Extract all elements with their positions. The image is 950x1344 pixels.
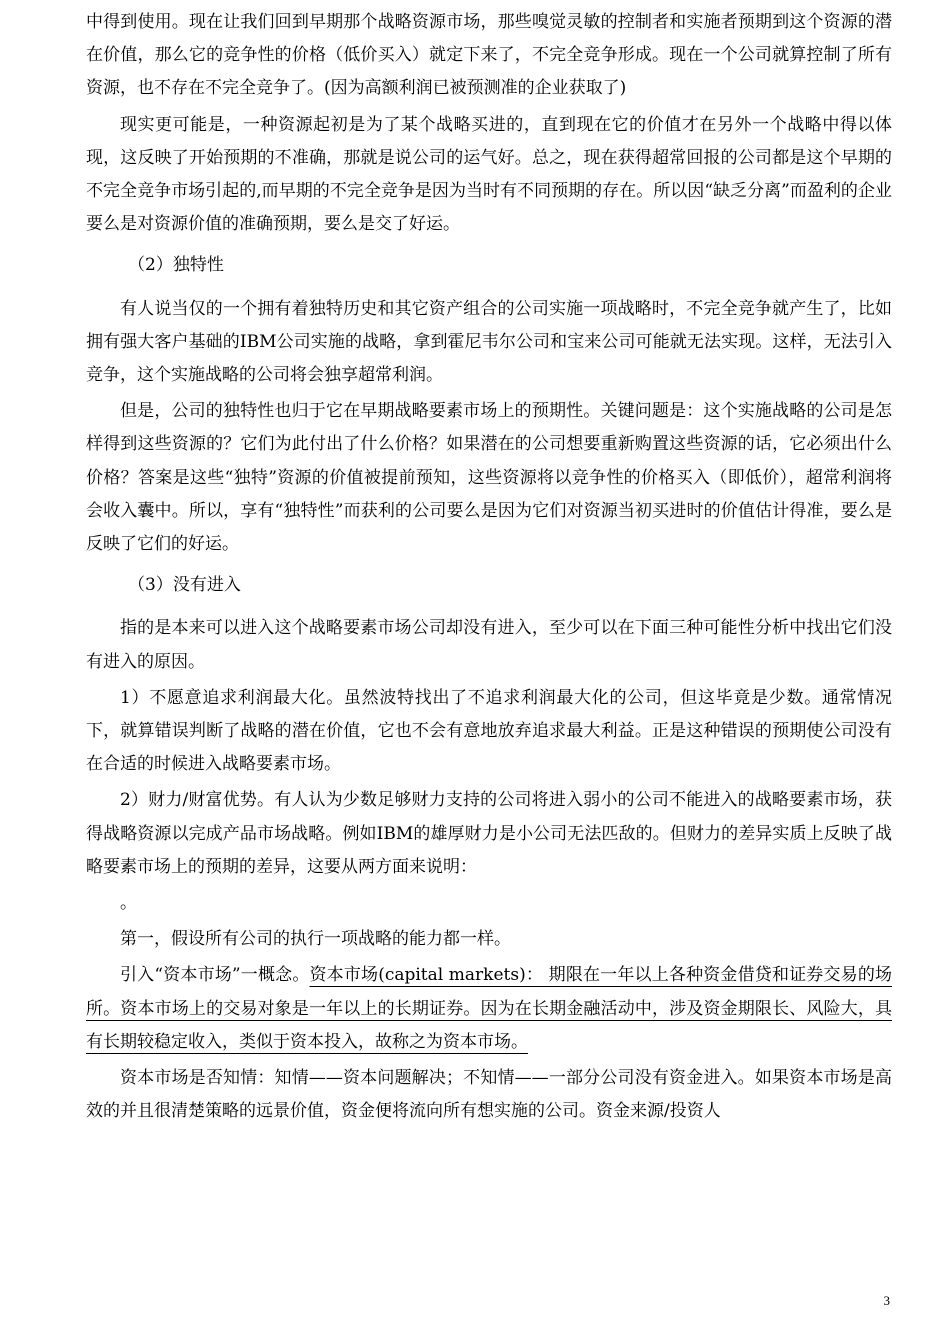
- paragraph-point-2: 2）财力/财富优势。有人认为少数足够财力支持的公司将进入弱小的公司不能进入的战略要素市场，获得战略资源以完成产品市场战略。例如IBM的雄厚财力是小公司无法匹敌的。但财力的差异实质上反映了战略要素市场上的预期的差异，这要从两方面来说明：: [86, 790, 892, 877]
- paragraph: 指的是本来可以进入这个战略要素市场公司却没有进入，至少可以在下面三种可能性分析中找出它们没有进入的原因。: [86, 618, 892, 672]
- capital-market-lead: 引入“资本市场”一概念。: [120, 965, 310, 986]
- paragraph-first-assumption: 第一，假设所有公司的执行一项战略的能力都一样。: [120, 929, 511, 950]
- paragraph-last: 资本市场是否知情：知情——资本问题解决；不知情——一部分公司没有资金进入。如果资本市场是高效的并且很清楚策略的远景价值，资金便将流向所有想实施的公司。资金来源/投资人: [86, 1068, 892, 1122]
- paragraph: 但是，公司的独特性也归于它在早期战略要素市场上的预期性。关键问题是：这个实施战略的公司是怎样得到这些资源的？它们为此付出了什么价格？如果潜在的公司想要重新购置这些资源的话，它必须出什么价格？答案是这些“独特”资源的价值被提前预知，这些资源将以竞争性的价格买入（即低价），超常利润将会收入囊中。所以，享有“独特性”而获利的公司要么是因为它们对资源当初买进时的价值估计得准，要么是反映了它们的好运。: [86, 401, 892, 555]
- page-number: 3: [883, 1293, 890, 1308]
- paragraph-point-1: 1）不愿意追求利润最大化。虽然波特找出了不追求利润最大化的公司，但这毕竟是少数。通常情况下，就算错误判断了战略的潜在价值，它也不会有意地放弃追求最大利益。正是这种错误的预期使公司没有在合适的时候进入战略要素市场。: [86, 687, 892, 775]
- paragraph: 有人说当仅的一个拥有着独特历史和其它资产组合的公司实施一项战略时，不完全竞争就产生了，比如拥有强大客户基础的IBM公司实施的战略，拿到霍尼韦尔公司和宝来公司可能就无法实现。这样，无法引入竞争，这个实施战略的公司将会独享超常利润。: [86, 298, 892, 386]
- section-heading-uniqueness: （2）独特性: [128, 255, 224, 276]
- section-heading-no-entry: （3）没有进入: [128, 575, 241, 596]
- capital-market-definition: 资本市场(capital markets)： 期限在一年以上各种资金借贷和证券交易的场所。资本市场上的交易对象是一年以上的长期证券。因为在长期金融活动中，涉及资金期限长、风险大，具有长期较稳定收入，类似于资本投入，故称之为资本市场。: [86, 965, 892, 1052]
- document-page: [86, 6, 892, 1132]
- paragraph-stray-mark: 。: [120, 893, 137, 914]
- paragraph: 现实更可能是，一种资源起初是为了某个战略买进的，直到现在它的价值才在另外一个战略中得以体现，这反映了开始预期的不准确，那就是说公司的运气好。总之，现在获得超常回报的公司都是这个早期的不完全竞争市场引起的,而早期的不完全竞争是因为当时有不同预期的存在。所以因“缺乏分离”而盈利的企业要么是对资源价值的准确预期，要么是交了好运。: [86, 114, 892, 235]
- paragraph-continued: 中得到使用。现在让我们回到早期那个战略资源市场，那些嗅觉灵敏的控制者和实施者预期到这个资源的潜在价值，那么它的竞争性的价格（低价买入）就定下来了，不完全竞争形成。现在一个公司就算控制了所有资源，也不存在不完全竞争了。(因为高额利润已被预测准的企业获取了): [86, 12, 892, 99]
- paragraph-capital-market: [86, 959, 892, 1059]
